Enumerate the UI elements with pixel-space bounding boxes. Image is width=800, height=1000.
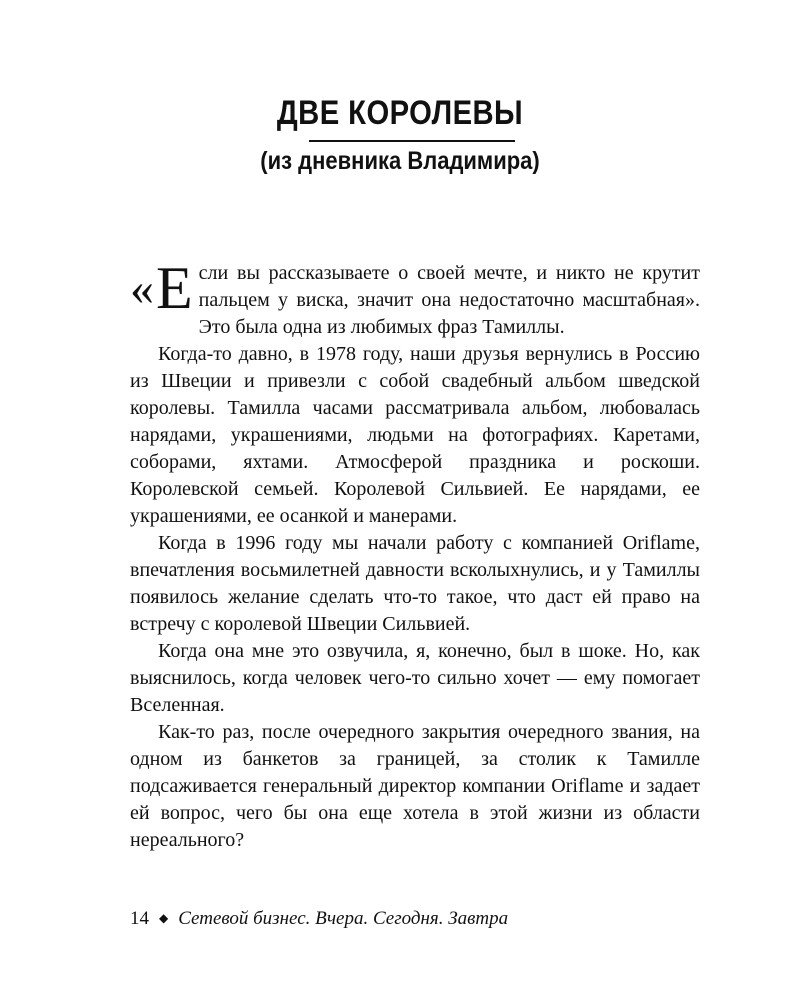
- drop-cap: [130, 255, 193, 321]
- drop-cap-letter: Е: [156, 255, 193, 321]
- paragraph-5: Как-то раз, после очередного закрытия очередного звания, на одном из банкетов за границей, за столик к Тамилле подсаживается генеральный директор компании Oriflame и задает ей вопрос, чего бы она еще хотела в этой жизни из области нереального?: [130, 721, 700, 851]
- page-number: 14: [130, 908, 149, 929]
- diamond-separator-icon: ◆: [159, 911, 169, 925]
- paragraph-2: Когда-то давно, в 1978 году, наши друзья вернулись в Россию из Швеции и привезли с собой свадебный альбом шведской королевы. Тамилла часами рассматривала альбом, любовалась нарядами, украшениями, людьми на фотографиях. Каретами, соборами, яхтами. Атмосферой праздника и роскоши. Королевской семьей. Королевой Сильвией. Ее нарядами, ее украшениями, ее осанкой и манерами.: [130, 343, 700, 527]
- drop-cap-quote: «: [130, 262, 154, 315]
- running-title: Сетевой бизнес. Вчера. Сегодня. Завтра: [178, 908, 509, 929]
- paragraph-1-text: сли вы рассказываете о своей мечте, и никто не крутит пальцем у виска, значит она недостаточно масштабная». Это была одна из любимых фраз Тамиллы.: [198, 262, 700, 338]
- chapter-title: ДВЕ КОРОЛЕВЫ: [276, 94, 524, 132]
- title-underline: [309, 140, 515, 142]
- body-text: [130, 255, 700, 854]
- paragraph-3: Когда в 1996 году мы начали работу с компанией Oriflame, впечатления восьмилетней давности всколыхнулись, и у Тамиллы появилось желание сделать что-то такое, что даст ей право на встречу с королевой Швеции Сильвией.: [130, 532, 700, 635]
- page-footer: [130, 908, 508, 930]
- paragraph-1: [130, 255, 700, 341]
- paragraph-4: Когда она мне это озвучила, я, конечно, был в шоке. Но, как выяснилось, когда человек чего-то сильно хочет — ему помогает Вселенная.: [130, 640, 700, 716]
- chapter-subtitle: (из дневника Владимира): [260, 147, 540, 175]
